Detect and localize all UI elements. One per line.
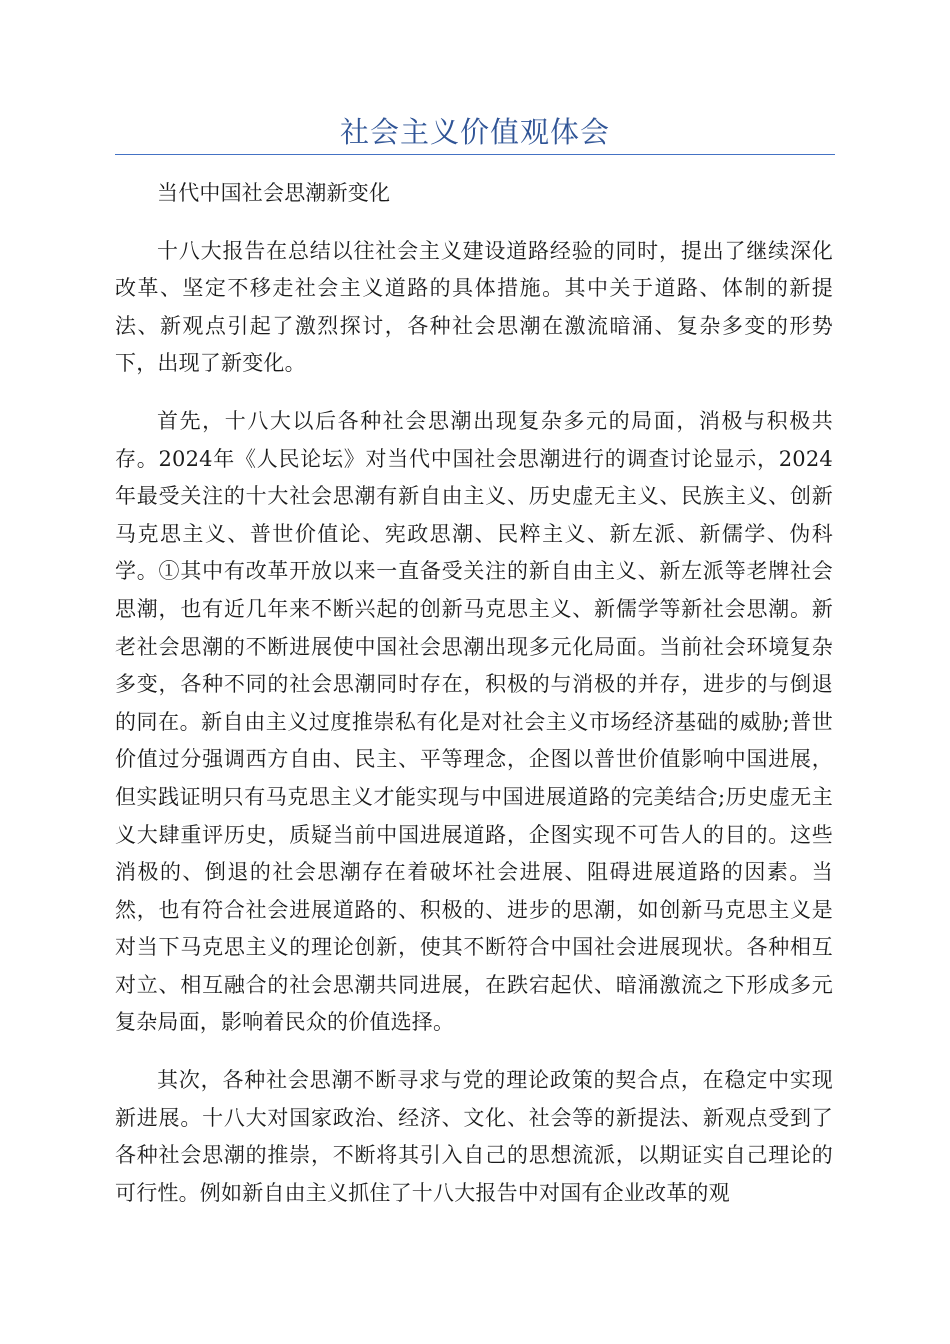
section-heading: 当代中国社会思潮新变化 bbox=[157, 181, 391, 205]
document-body bbox=[115, 175, 833, 1232]
paragraph: 首先，十八大以后各种社会思潮出现复杂多元的局面，消极与积极共存。2024年《人民论坛》对当代中国社会思潮进行的调查讨论显示，2024年最受关注的十大社会思潮有新自由主义、历史虚无主义、民族主义、创新马克思主义、普世价值论、宪政思潮、民粹主义、新左派、新儒学、伪科学。①其中有改革开放以来一直备受关注的新自由主义、新左派等老牌社会思潮，也有近几年来不断兴起的创新马克思主义、新儒学等新社会思潮。新老社会思潮的不断进展使中国社会思潮出现多元化局面。当前社会环境复杂多变，各种不同的社会思潮同时存在，积极的与消极的并存，进步的与倒退的同在。新自由主义过度推崇私有化是对社会主义市场经济基础的威胁;普世价值过分强调西方自由、民主、平等理念，企图以普世价值影响中国进展，但实践证明只有马克思主义才能实现与中国进展道路的完美结合;历史虚无主义大肆重评历史，质疑当前中国进展道路，企图实现不可告人的目的。这些消极的、倒退的社会思潮存在着破坏社会进展、阻碍进展道路的因素。当然，也有符合社会进展道路的、积极的、进步的思潮，如创新马克思主义是对当下马克思主义的理论创新，使其不断符合中国社会进展现状。各种相互对立、相互融合的社会思潮共同进展，在跌宕起伏、暗涌激流之下形成多元复杂局面，影响着民众的价值选择。 bbox=[115, 408, 833, 1035]
paragraph: 其次，各种社会思潮不断寻求与党的理论政策的契合点，在稳定中实现新进展。十八大对国家政治、经济、文化、社会等的新提法、新观点受到了各种社会思潮的推崇，不断将其引入自己的思想流派，以期证实自己理论的可行性。例如新自由主义抓住了十八大报告中对国有企业改革的观 bbox=[115, 1068, 833, 1205]
paragraph: 十八大报告在总结以往社会主义建设道路经验的同时，提出了继续深化改革、坚定不移走社会主义道路的具体措施。其中关于道路、体制的新提法、新观点引起了激烈探讨，各种社会思潮在激流暗涌、复杂多变的形势下，出现了新变化。 bbox=[115, 238, 833, 376]
title-underline bbox=[115, 154, 835, 155]
document-title: 社会主义价值观体会 bbox=[339, 115, 610, 149]
